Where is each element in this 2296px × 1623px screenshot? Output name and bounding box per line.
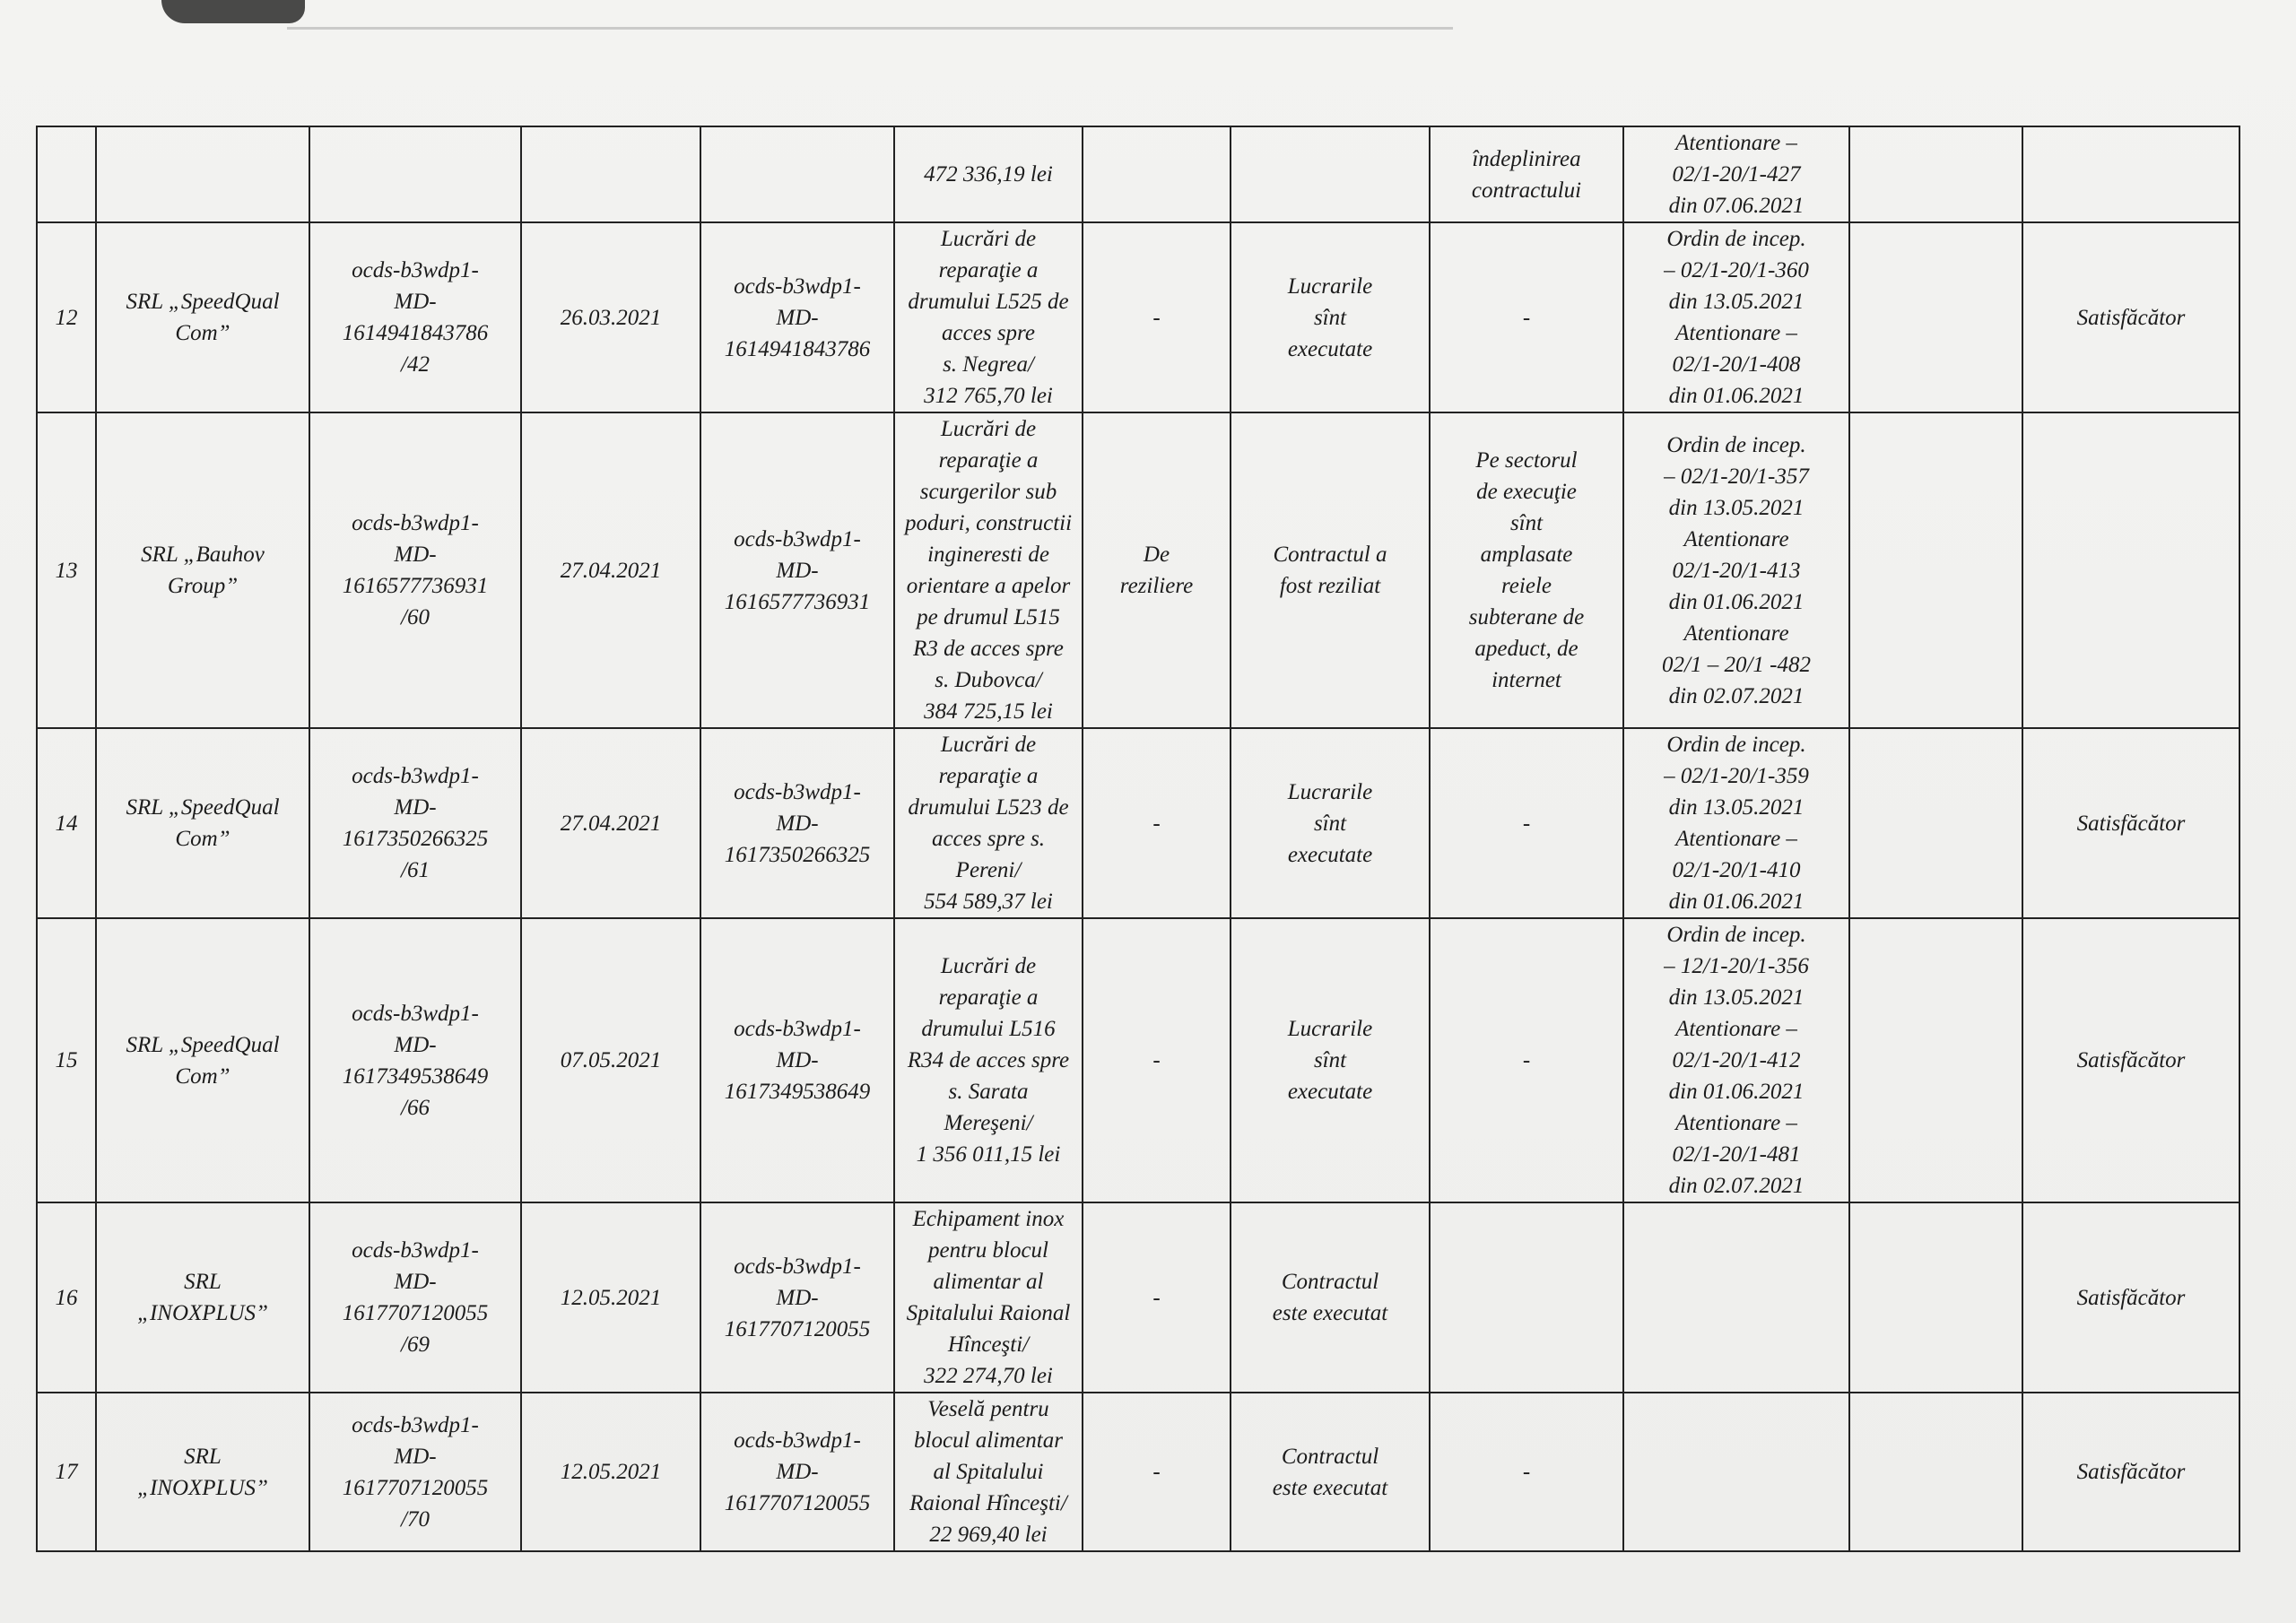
orders-warnings-line: din 07.06.2021 <box>1668 194 1805 218</box>
procedure-code-line: MD- <box>776 1285 819 1310</box>
orders-warnings-line: din 01.06.2021 <box>1668 384 1805 408</box>
contract-object-line: s. Sarata <box>948 1080 1029 1104</box>
orders-warnings-line: Atentionare – <box>1675 131 1797 155</box>
row-number: 14 <box>55 811 78 836</box>
contract-date-cell <box>521 918 700 1202</box>
procedure-code-line: ocds-b3wdp1- <box>734 273 861 299</box>
procedure-code-cell <box>700 1393 894 1551</box>
contract-object-line: 1 356 011,15 lei <box>916 1142 1061 1167</box>
contract-code-line: /69 <box>401 1332 430 1357</box>
execution-issues-cell <box>1430 728 1623 918</box>
contract-code-line: MD- <box>394 1270 437 1294</box>
procedure-code-line: MD- <box>776 1460 819 1484</box>
execution-issues-line: contractului <box>1471 178 1582 203</box>
contract-object-line: orientare a apelor <box>906 574 1071 598</box>
evaluation-status-cell <box>2022 412 2239 728</box>
orders-warnings-line: din 02.07.2021 <box>1668 683 1805 708</box>
orders-warnings-line: din 01.06.2021 <box>1668 1080 1805 1104</box>
company-name-cell <box>96 1202 309 1393</box>
orders-warnings-cell <box>1623 222 1849 412</box>
orders-warnings-cell <box>1623 918 1849 1202</box>
contract-object-line: ingineresti de <box>927 542 1049 567</box>
contract-object-line: R34 de acces spre <box>907 1048 1070 1072</box>
evaluation-status: Satisfăcător <box>2076 1285 2186 1310</box>
contract-object-line: 312 765,70 lei <box>924 384 1053 408</box>
execution-status-line: Contractul <box>1281 1444 1379 1469</box>
procedure-code-line: ocds-b3wdp1- <box>734 1017 861 1041</box>
orders-warnings-cell <box>1623 728 1849 918</box>
contract-object-line: Echipament inox <box>912 1207 1065 1231</box>
orders-warnings-line: 02/1-20/1-427 <box>1672 162 1801 187</box>
modification-type-cell <box>1083 918 1231 1202</box>
row-number-cell <box>37 412 96 728</box>
execution-issues-line: apeduct, de <box>1474 637 1578 661</box>
row-number: 13 <box>55 558 78 583</box>
procedure-code-line: MD- <box>776 1048 819 1072</box>
company-name-line: „INOXPLUS” <box>137 1301 268 1325</box>
contract-date: 12.05.2021 <box>560 1285 662 1310</box>
contract-code-line: ocds-b3wdp1- <box>352 764 479 788</box>
contract-code-cell <box>309 918 521 1202</box>
procedure-code-cell <box>700 728 894 918</box>
orders-warnings-line: 02/1 – 20/1 -482 <box>1662 652 1811 677</box>
contract-object-line: Lucrări de <box>940 954 1037 978</box>
company-name-line: SRL „Bauhov <box>141 542 265 567</box>
modification-type-cell <box>1083 126 1231 222</box>
company-name-line: Com” <box>175 827 230 851</box>
contract-date: 27.04.2021 <box>560 558 662 583</box>
execution-issues-line: internet <box>1492 668 1561 692</box>
procedure-code-cell <box>700 918 894 1202</box>
procedure-code-line: MD- <box>776 811 819 836</box>
contract-object-cell <box>894 126 1083 222</box>
orders-warnings-cell <box>1623 126 1849 222</box>
execution-status-line: executate <box>1287 336 1373 361</box>
contract-object-line: 472 336,19 lei <box>924 162 1053 187</box>
contract-object-line: drumului L516 <box>921 1017 1056 1041</box>
execution-status-line: Lucrarile <box>1287 1017 1373 1041</box>
contract-code-cell <box>309 222 521 412</box>
contract-date-cell <box>521 728 700 918</box>
evaluation-status: Satisfăcător <box>2076 1048 2186 1072</box>
execution-status-cell <box>1231 728 1430 918</box>
orders-warnings-line: – 02/1-20/1-357 <box>1664 464 1809 489</box>
procedure-code-line: MD- <box>776 558 819 583</box>
evaluation-status-cell <box>2022 1393 2239 1551</box>
contract-object-line: reparaţie a <box>938 258 1039 282</box>
company-name-line: SRL <box>184 1444 222 1469</box>
contract-object-line: Spitalului Raional <box>906 1301 1071 1325</box>
contract-date: 07.05.2021 <box>560 1048 662 1072</box>
modification-type-cell <box>1083 222 1231 412</box>
procedure-code-line: 1616577736931 <box>724 589 871 614</box>
orders-warnings-line: Ordin de incep. <box>1666 432 1806 457</box>
contract-object-line: Lucrări de <box>940 417 1037 441</box>
contract-object-cell <box>894 222 1083 412</box>
company-name-line: „INOXPLUS” <box>137 1475 268 1500</box>
contract-code-line: ocds-b3wdp1- <box>352 1238 479 1263</box>
table-row <box>37 222 2239 412</box>
notes-cell <box>1849 412 2022 728</box>
contract-object-cell <box>894 728 1083 918</box>
orders-warnings-line: Ordin de incep. <box>1666 923 1806 947</box>
company-name-line: SRL „SpeedQual <box>126 1032 280 1057</box>
execution-status-line: Lucrarile <box>1287 779 1373 804</box>
execution-issues-cell <box>1430 126 1623 222</box>
modification-type: - <box>1152 1460 1161 1484</box>
contract-object-line: acces spre <box>942 321 1035 345</box>
execution-issues-line: de execuţie <box>1476 480 1577 504</box>
company-name-cell <box>96 918 309 1202</box>
company-name-cell <box>96 728 309 918</box>
row-number: 17 <box>55 1460 78 1484</box>
orders-warnings-line: din 01.06.2021 <box>1668 589 1805 614</box>
contract-object-line: acces spre s. <box>931 827 1046 851</box>
contract-code-line: ocds-b3wdp1- <box>352 1001 479 1026</box>
contract-code-cell <box>309 412 521 728</box>
procedure-code-line: MD- <box>776 305 819 330</box>
contract-object-line: R3 de acces spre <box>913 637 1064 661</box>
contract-object-line: Lucrări de <box>940 227 1037 251</box>
execution-status-line: este executat <box>1272 1475 1388 1500</box>
orders-warnings-line: 02/1-20/1-412 <box>1672 1048 1801 1072</box>
contract-object-line: reparaţie a <box>938 764 1039 788</box>
row-number-cell <box>37 1393 96 1551</box>
row-number: 16 <box>55 1285 78 1310</box>
notes-cell <box>1849 918 2022 1202</box>
procedure-code-cell <box>700 412 894 728</box>
contract-object-line: 554 589,37 lei <box>924 890 1053 914</box>
contract-code-cell <box>309 1393 521 1551</box>
row-number-cell <box>37 918 96 1202</box>
orders-warnings-line: – 12/1-20/1-356 <box>1664 954 1809 978</box>
contract-object-cell <box>894 1393 1083 1551</box>
execution-status-line: fost reziliat <box>1279 574 1381 598</box>
execution-status-cell <box>1231 222 1430 412</box>
contract-code-line: 1617707120055 <box>342 1301 489 1325</box>
contract-date: 27.04.2021 <box>560 811 662 836</box>
contract-code-line: ocds-b3wdp1- <box>352 511 479 535</box>
orders-warnings-line: din 01.06.2021 <box>1668 890 1805 914</box>
modification-type-line: reziliere <box>1119 574 1194 598</box>
company-name-cell <box>96 412 309 728</box>
orders-warnings-line: din 13.05.2021 <box>1668 795 1805 820</box>
execution-issues-cell <box>1430 1202 1623 1393</box>
evaluation-status: Satisfăcător <box>2076 1460 2186 1484</box>
scan-line <box>287 27 1453 30</box>
contract-object-line: Pereni/ <box>955 858 1022 882</box>
execution-status-cell <box>1231 1202 1430 1393</box>
modification-type-cell <box>1083 1393 1231 1551</box>
contract-object-line: scurgerilor sub <box>919 480 1057 504</box>
contract-date-cell <box>521 1202 700 1393</box>
evaluation-status: Satisfăcător <box>2076 811 2186 836</box>
contract-code-line: MD- <box>394 290 437 314</box>
row-number-cell <box>37 126 96 222</box>
table-row <box>37 412 2239 728</box>
execution-issues-line: reiele <box>1501 574 1552 598</box>
contract-code-line: MD- <box>394 795 437 820</box>
orders-warnings-line: Atentionare – <box>1675 1111 1797 1135</box>
modification-type-cell <box>1083 728 1231 918</box>
execution-issues-line: subterane de <box>1468 605 1585 629</box>
execution-issues-cell <box>1430 918 1623 1202</box>
procedure-code-line: 1617707120055 <box>724 1491 871 1515</box>
contract-code-cell <box>309 728 521 918</box>
orders-warnings-line: 02/1-20/1-481 <box>1672 1142 1801 1167</box>
contract-code-line: MD- <box>394 1444 437 1469</box>
orders-warnings-cell <box>1623 1202 1849 1393</box>
orders-warnings-line: Ordin de incep. <box>1666 733 1806 757</box>
contract-object-line: Hînceşti/ <box>947 1332 1030 1357</box>
execution-issues-line: - <box>1522 305 1531 330</box>
contract-object-line: blocul alimentar <box>914 1428 1063 1453</box>
company-name-cell <box>96 222 309 412</box>
orders-warnings-line: Atentionare – <box>1675 321 1797 345</box>
table-row <box>37 728 2239 918</box>
procedure-code-line: 1614941843786 <box>724 336 871 361</box>
contract-code-line: /60 <box>401 605 430 629</box>
contract-object-line: poduri, constructii <box>904 511 1073 535</box>
execution-issues-line: Pe sectorul <box>1475 448 1578 473</box>
orders-warnings-line: din 13.05.2021 <box>1668 985 1805 1010</box>
notes-cell <box>1849 1393 2022 1551</box>
orders-warnings-cell <box>1623 412 1849 728</box>
procedure-code-line: ocds-b3wdp1- <box>734 526 861 551</box>
contract-date: 26.03.2021 <box>560 305 662 330</box>
contract-object-line: 384 725,15 lei <box>924 699 1053 724</box>
contract-code-line: 1617707120055 <box>342 1475 489 1500</box>
orders-warnings-line: – 02/1-20/1-360 <box>1664 258 1809 282</box>
contract-object-cell <box>894 918 1083 1202</box>
contract-object-line: reparaţie a <box>938 448 1039 473</box>
evaluation-status: Satisfăcător <box>2076 305 2186 330</box>
modification-type: - <box>1152 1285 1161 1310</box>
evaluation-status-cell <box>2022 126 2239 222</box>
contract-date-cell <box>521 412 700 728</box>
modification-type: - <box>1152 811 1161 836</box>
contract-code-line: ocds-b3wdp1- <box>352 258 479 282</box>
contract-object-line: Raional Hînceşti/ <box>909 1491 1067 1515</box>
contract-code-line: /61 <box>401 858 430 882</box>
company-name-line: Com” <box>175 1063 230 1089</box>
execution-issues-line: - <box>1522 811 1531 836</box>
execution-issues-line: - <box>1522 1048 1531 1072</box>
contracts-table <box>36 126 2240 1552</box>
execution-status-cell <box>1231 1393 1430 1551</box>
contract-object-line: s. Negrea/ <box>943 352 1034 377</box>
contract-object-line: Lucrări de <box>940 733 1037 757</box>
contract-object-line: drumului L523 de <box>908 795 1069 820</box>
procedure-code-line: 1617707120055 <box>724 1316 871 1341</box>
orders-warnings-line: Atentionare <box>1683 526 1789 551</box>
notes-cell <box>1849 1202 2022 1393</box>
orders-warnings-line: Ordin de incep. <box>1666 227 1806 251</box>
evaluation-status-cell <box>2022 1202 2239 1393</box>
orders-warnings-line: din 13.05.2021 <box>1668 290 1805 314</box>
orders-warnings-line: Atentionare <box>1683 621 1789 646</box>
modification-type-line: De <box>1143 542 1170 567</box>
orders-warnings-line: 02/1-20/1-413 <box>1672 558 1801 583</box>
procedure-code-line: 1617350266325 <box>724 842 871 867</box>
table-row <box>37 1202 2239 1393</box>
contract-code-cell <box>309 1202 521 1393</box>
contract-code-line: /66 <box>401 1095 430 1120</box>
notes-cell <box>1849 222 2022 412</box>
execution-status-line: executate <box>1287 1080 1373 1104</box>
contract-code-line: 1616577736931 <box>342 574 489 598</box>
contract-object-line: pentru blocul <box>927 1238 1048 1263</box>
contract-code-line: /70 <box>401 1506 430 1532</box>
contract-code-line: /42 <box>401 352 430 377</box>
execution-status-line: Contractul <box>1281 1270 1379 1294</box>
modification-type: - <box>1152 1048 1161 1072</box>
execution-status-cell <box>1231 918 1430 1202</box>
execution-issues-cell <box>1430 222 1623 412</box>
orders-warnings-line: 02/1-20/1-408 <box>1672 352 1801 377</box>
orders-warnings-line: 02/1-20/1-410 <box>1672 858 1801 882</box>
execution-status-line: sînt <box>1313 1048 1347 1072</box>
procedure-code-line: ocds-b3wdp1- <box>734 1428 861 1453</box>
row-number-cell <box>37 222 96 412</box>
procedure-code-line: ocds-b3wdp1- <box>734 1254 861 1279</box>
contract-date-cell <box>521 222 700 412</box>
contract-code-line: MD- <box>394 1032 437 1057</box>
company-name-line: Com” <box>175 321 230 345</box>
modification-type-cell <box>1083 1202 1231 1393</box>
execution-issues-line: îndeplinirea <box>1472 146 1581 171</box>
table-row <box>37 126 2239 222</box>
notes-cell <box>1849 728 2022 918</box>
company-name-line: SRL „SpeedQual <box>126 795 280 820</box>
company-name-line: SRL <box>184 1270 222 1294</box>
execution-issues-line: sînt <box>1509 511 1544 535</box>
contract-object-cell <box>894 1202 1083 1393</box>
contract-date-cell <box>521 126 700 222</box>
contract-object-line: s. Dubovca/ <box>935 668 1042 692</box>
contract-code-cell <box>309 126 521 222</box>
contract-object-line: Mereşeni/ <box>944 1111 1033 1135</box>
row-number: 15 <box>55 1048 78 1072</box>
scan-smudge <box>161 0 305 23</box>
execution-status-line: sînt <box>1313 811 1347 836</box>
contract-object-line: 322 274,70 lei <box>924 1364 1053 1388</box>
modification-type-cell <box>1083 412 1231 728</box>
modification-type: - <box>1152 305 1161 330</box>
contract-object-line: reparaţie a <box>938 985 1039 1010</box>
contract-code-line: 1614941843786 <box>342 321 489 345</box>
execution-issues-line: amplasate <box>1480 542 1573 567</box>
orders-warnings-line: Atentionare – <box>1675 827 1797 851</box>
company-name-line: Group” <box>167 574 239 598</box>
evaluation-status-cell <box>2022 728 2239 918</box>
notes-cell <box>1849 126 2022 222</box>
row-number: 12 <box>55 305 78 330</box>
contract-object-cell <box>894 412 1083 728</box>
execution-issues-line: - <box>1522 1460 1531 1484</box>
evaluation-status-cell <box>2022 222 2239 412</box>
contract-object-line: 22 969,40 lei <box>929 1523 1048 1547</box>
table-row <box>37 1393 2239 1551</box>
procedure-code-line: ocds-b3wdp1- <box>734 779 861 804</box>
procedure-code-line: 1617349538649 <box>724 1080 871 1104</box>
contract-date-cell <box>521 1393 700 1551</box>
contract-code-line: 1617349538649 <box>342 1063 489 1089</box>
contract-date: 12.05.2021 <box>560 1460 662 1484</box>
procedure-code-cell <box>700 126 894 222</box>
contract-object-line: drumului L525 de <box>908 290 1069 314</box>
company-name-cell <box>96 126 309 222</box>
contract-code-line: 1617350266325 <box>342 827 489 851</box>
contract-code-line: ocds-b3wdp1- <box>352 1412 479 1437</box>
evaluation-status-cell <box>2022 918 2239 1202</box>
orders-warnings-line: din 13.05.2021 <box>1668 495 1805 520</box>
execution-status-cell <box>1231 412 1430 728</box>
company-name-line: SRL „SpeedQual <box>126 290 280 314</box>
contract-object-line: al Spitalului <box>933 1460 1044 1484</box>
execution-issues-cell <box>1430 1393 1623 1551</box>
contract-code-line: MD- <box>394 542 437 567</box>
company-name-cell <box>96 1393 309 1551</box>
contract-object-line: pe drumul L515 <box>917 605 1060 629</box>
row-number-cell <box>37 728 96 918</box>
table-row <box>37 918 2239 1202</box>
procedure-code-cell <box>700 1202 894 1393</box>
execution-status-line: executate <box>1287 842 1373 867</box>
row-number-cell <box>37 1202 96 1393</box>
procedure-code-cell <box>700 222 894 412</box>
execution-status-line: sînt <box>1313 305 1347 330</box>
execution-status-line: Lucrarile <box>1287 273 1373 299</box>
execution-status-cell <box>1231 126 1430 222</box>
execution-status-line: este executat <box>1272 1301 1388 1325</box>
execution-status-line: Contractul a <box>1273 542 1387 567</box>
contract-object-line: alimentar al <box>933 1270 1044 1294</box>
execution-issues-cell <box>1430 412 1623 728</box>
orders-warnings-line: din 02.07.2021 <box>1668 1174 1805 1198</box>
orders-warnings-line: Atentionare – <box>1675 1017 1797 1041</box>
contract-object-line: Veselă pentru <box>927 1397 1049 1421</box>
orders-warnings-line: – 02/1-20/1-359 <box>1664 764 1809 788</box>
orders-warnings-cell <box>1623 1393 1849 1551</box>
